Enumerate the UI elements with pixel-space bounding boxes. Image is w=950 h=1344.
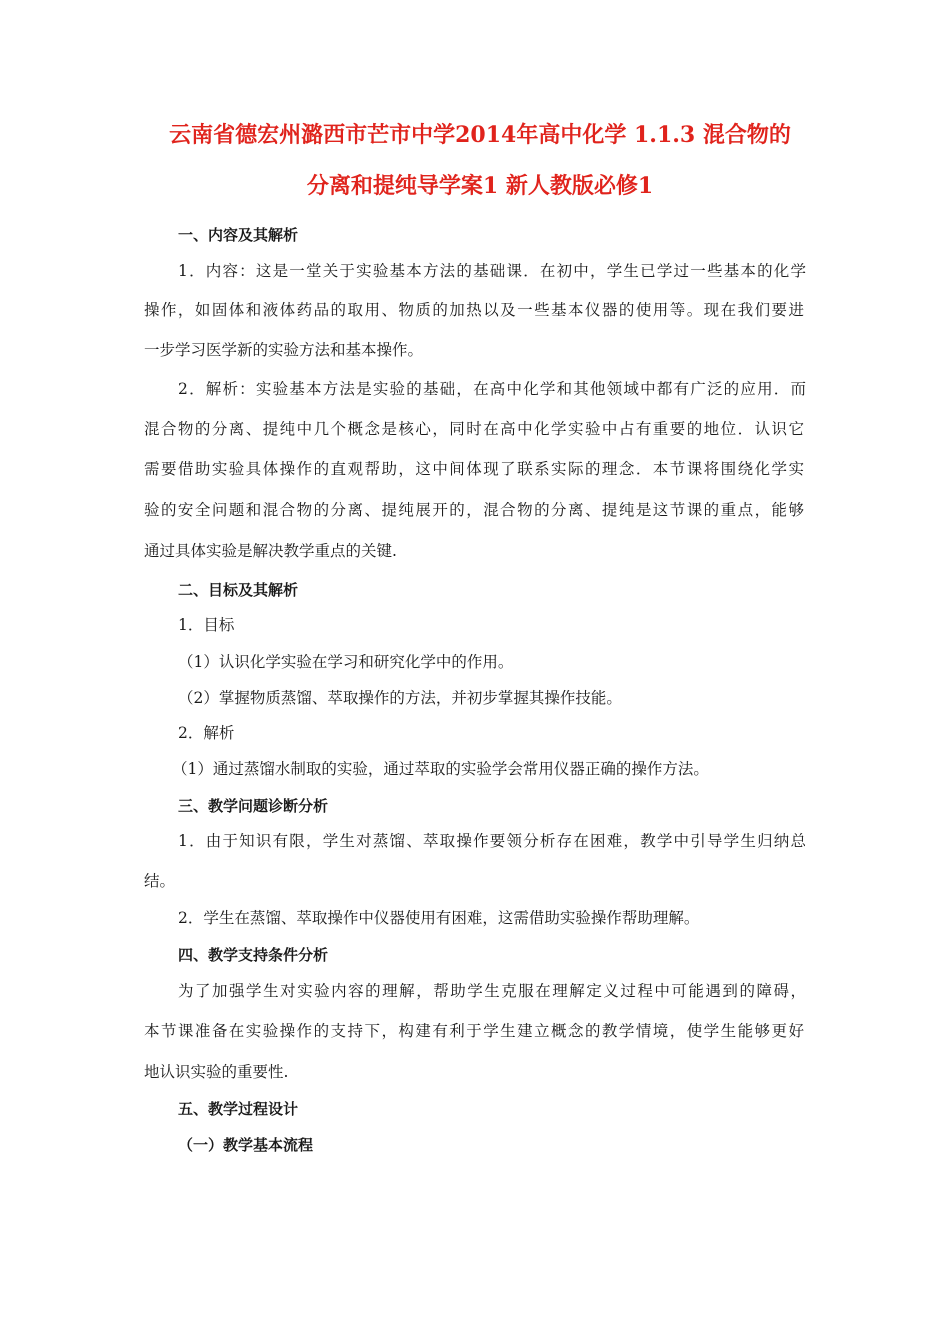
paragraph-line: 2．解析：实验基本方法是实验的基础，在高中化学和其他领域中都有广泛的应用．而 [178,380,806,398]
paragraph-line: 操作，如固体和液体药品的取用、物质的加热以及一些基本仪器的使用等。现在我们要进 [144,301,804,319]
subheading-goal: 1．目标 [178,616,235,634]
section-heading-process: 五、教学过程设计 [178,1100,299,1118]
paragraph-line: 验的安全问题和混合物的分离、提纯展开的，混合物的分离、提纯是这节课的重点，能够 [144,501,804,519]
section-heading-support: 四、教学支持条件分析 [178,946,329,964]
section-heading-content: 一、内容及其解析 [178,226,299,244]
paragraph-line: 1．由于知识有限，学生对蒸馏、萃取操作要领分析存在困难，教学中引导学生归纳总 [178,832,806,850]
document-title-line-1: 云南省德宏州潞西市芒市中学2014年高中化学 1.1.3 混合物的 [169,122,791,148]
list-item: （1）通过蒸馏水制取的实验，通过萃取的实验学会常用仪器正确的操作方法。 [172,760,709,778]
paragraph-line: 通过具体实验是解决教学重点的关键. [144,542,397,560]
paragraph-line: 一步学习医学新的实验方法和基本操作。 [144,341,424,359]
paragraph-line: 地认识实验的重要性. [144,1063,289,1081]
paragraph-line: 结。 [144,872,176,890]
subsection-heading-flow: （一）教学基本流程 [178,1136,314,1154]
paragraph-line: 混合物的分离、提纯中几个概念是核心，同时在高中化学实验中占有重要的地位．认识它 [144,420,804,438]
section-heading-goals: 二、目标及其解析 [178,581,299,599]
paragraph-line: 1．内容：这是一堂关于实验基本方法的基础课．在初中，学生已学过一些基本的化学 [178,262,806,280]
list-item: （2）掌握物质蒸馏、萃取操作的方法，并初步掌握其操作技能。 [178,689,622,707]
paragraph-line: 需要借助实验具体操作的直观帮助，这中间体现了联系实际的理念．本节课将围绕化学实 [144,460,804,478]
document-title-line-2: 分离和提纯导学案1 新人教版必修1 [306,173,654,199]
paragraph-line: 2．学生在蒸馏、萃取操作中仪器使用有困难，这需借助实验操作帮助理解。 [178,909,700,927]
paragraph-line: 本节课准备在实验操作的支持下，构建有利于学生建立概念的教学情境，使学生能够更好 [144,1022,804,1040]
paragraph-line: 为了加强学生对实验内容的理解，帮助学生克服在理解定义过程中可能遇到的障碍， [178,982,806,1000]
list-item: （1）认识化学实验在学习和研究化学中的作用。 [178,653,514,671]
section-heading-diagnosis: 三、教学问题诊断分析 [178,797,329,815]
subheading-analysis: 2．解析 [178,724,235,742]
